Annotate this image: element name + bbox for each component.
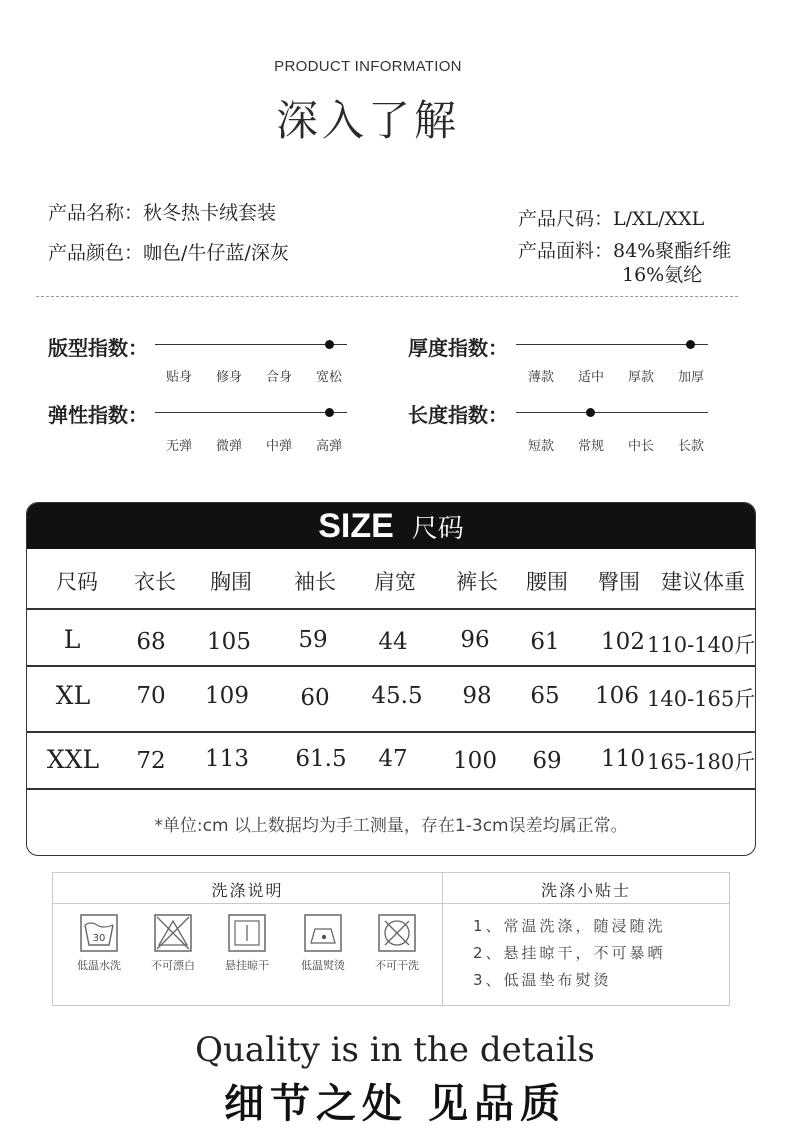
care-item xyxy=(361,913,433,973)
fit-tick: 合身 xyxy=(265,370,292,385)
dashed-divider xyxy=(36,296,738,297)
care-panel xyxy=(52,872,730,1006)
fit-tick: 修身 xyxy=(215,370,242,385)
wash-temp-text: 30 xyxy=(92,933,106,944)
size-table xyxy=(26,502,756,856)
table-cell: 113 xyxy=(205,746,249,772)
row-divider xyxy=(27,731,755,733)
col-header: 臀围 xyxy=(598,570,640,594)
size-table-header xyxy=(27,503,755,549)
thickness-index-line xyxy=(516,344,708,345)
iron-low-icon xyxy=(287,913,359,953)
col-header: 腰围 xyxy=(526,570,568,594)
care-caption: 不可漂白 xyxy=(151,959,195,972)
care-item xyxy=(287,913,359,973)
care-item xyxy=(63,913,135,973)
thickness-index-marker xyxy=(686,340,695,349)
section-title: 深入了解 xyxy=(275,96,460,145)
elasticity-tick: 中弹 xyxy=(265,439,292,454)
elasticity-tick: 无弹 xyxy=(165,439,192,454)
table-cell: 44 xyxy=(378,629,408,655)
fit-index-label: 版型指数： xyxy=(48,336,148,360)
care-caption: 低温水洗 xyxy=(77,959,121,972)
product-name-row xyxy=(48,198,276,225)
table-cell: L xyxy=(63,625,81,654)
care-tip: 2、悬挂晾干，不可暴晒 xyxy=(473,944,666,962)
elasticity-index-marker xyxy=(325,408,334,417)
table-cell: 72 xyxy=(136,748,166,774)
table-cell: 140-165斤 xyxy=(647,687,756,711)
col-header: 肩宽 xyxy=(374,570,416,594)
table-cell: 105 xyxy=(207,629,251,655)
table-cell: 65 xyxy=(530,683,560,709)
table-cell: 61 xyxy=(530,629,560,655)
col-header: 衣长 xyxy=(134,570,176,594)
care-tip: 1、常温洗涤，随浸随洗 xyxy=(473,917,666,935)
no-bleach-icon xyxy=(137,913,209,953)
fit-index-marker xyxy=(325,340,334,349)
care-tip: 3、低温垫布熨烫 xyxy=(473,971,612,989)
length-tick: 常规 xyxy=(577,439,604,454)
product-fabric-row xyxy=(518,236,731,263)
size-title-cn: 尺码 xyxy=(411,514,464,544)
table-cell: 47 xyxy=(378,746,408,772)
fit-tick: 贴身 xyxy=(165,370,192,385)
table-cell: 110-140斤 xyxy=(647,633,756,657)
care-caption: 不可干洗 xyxy=(375,959,419,972)
thickness-tick: 适中 xyxy=(577,370,604,385)
product-fabric-line2: 16%氨纶 xyxy=(622,264,703,286)
care-tips-title: 洗涤小贴士 xyxy=(540,881,631,900)
length-index-marker xyxy=(586,408,595,417)
elasticity-index-line xyxy=(155,412,347,413)
col-header: 裤长 xyxy=(456,570,498,594)
table-cell: 45.5 xyxy=(371,683,423,709)
care-item xyxy=(137,913,209,973)
thickness-tick: 加厚 xyxy=(677,370,704,385)
care-instructions-title: 洗涤说明 xyxy=(211,881,284,900)
thickness-tick: 厚款 xyxy=(627,370,654,385)
table-cell: 69 xyxy=(532,748,562,774)
table-cell: XXL xyxy=(46,745,100,774)
elasticity-tick: 高弹 xyxy=(315,439,342,454)
thickness-tick: 薄款 xyxy=(527,370,554,385)
table-cell: 110 xyxy=(601,746,645,772)
table-cell: 165-180斤 xyxy=(647,750,756,774)
details-heading: 细节之处 见品质 xyxy=(224,1081,566,1127)
care-header-line xyxy=(53,903,729,904)
col-header: 尺码 xyxy=(56,570,98,594)
product-size-value: L/XL/XXL xyxy=(613,208,705,230)
table-cell: 109 xyxy=(205,683,249,709)
product-color-label: 产品颜色： xyxy=(48,242,144,264)
care-caption: 低温熨烫 xyxy=(301,959,345,972)
length-index-label: 长度指数： xyxy=(408,403,508,427)
size-title-en: SIZE xyxy=(318,507,394,545)
measurement-note: *单位:cm 以上数据均为手工测量，存在1-3cm误差均属正常。 xyxy=(154,816,628,836)
product-fabric-label: 产品面料： xyxy=(518,240,614,262)
product-color-value: 咖色/牛仔蓝/深灰 xyxy=(143,242,289,264)
col-header: 胸围 xyxy=(210,570,252,594)
table-cell: 60 xyxy=(300,685,330,711)
table-cell: 59 xyxy=(298,627,328,653)
product-size-label: 产品尺码： xyxy=(518,208,614,230)
length-tick: 中长 xyxy=(627,439,654,454)
thickness-index-label: 厚度指数： xyxy=(408,336,508,360)
col-header: 建议体重 xyxy=(661,570,745,594)
product-fabric-line1: 84%聚酯纤维 xyxy=(613,240,732,262)
care-caption: 悬挂晾干 xyxy=(225,959,269,972)
product-name-value: 秋冬热卡绒套装 xyxy=(143,202,277,224)
no-dry-clean-icon xyxy=(361,913,433,953)
length-tick: 短款 xyxy=(527,439,554,454)
table-cell: 61.5 xyxy=(295,746,347,772)
care-item xyxy=(211,913,283,973)
elasticity-index-label: 弹性指数： xyxy=(48,403,148,427)
fit-tick: 宽松 xyxy=(315,370,342,385)
fit-index-line xyxy=(155,344,347,345)
table-cell: 102 xyxy=(601,629,645,655)
row-divider xyxy=(27,608,755,610)
product-color-row xyxy=(48,238,289,265)
elasticity-tick: 微弹 xyxy=(215,439,242,454)
product-name-label: 产品名称： xyxy=(48,202,144,224)
length-tick: 长款 xyxy=(677,439,704,454)
section-subtitle: PRODUCT INFORMATION xyxy=(274,58,462,75)
length-index-line xyxy=(516,412,708,413)
table-cell: XL xyxy=(55,681,91,710)
row-divider xyxy=(27,788,755,790)
table-cell: 96 xyxy=(460,627,490,653)
col-header: 袖长 xyxy=(294,570,336,594)
table-cell: 98 xyxy=(462,683,492,709)
row-divider xyxy=(27,665,755,667)
hang-dry-icon xyxy=(211,913,283,953)
product-size-row xyxy=(518,204,704,231)
table-cell: 100 xyxy=(453,748,497,774)
table-cell: 106 xyxy=(595,683,639,709)
wash-30-icon xyxy=(63,913,135,953)
table-cell: 68 xyxy=(136,629,166,655)
quality-tagline: Quality is in the details xyxy=(195,1030,595,1070)
table-cell: 70 xyxy=(136,683,166,709)
